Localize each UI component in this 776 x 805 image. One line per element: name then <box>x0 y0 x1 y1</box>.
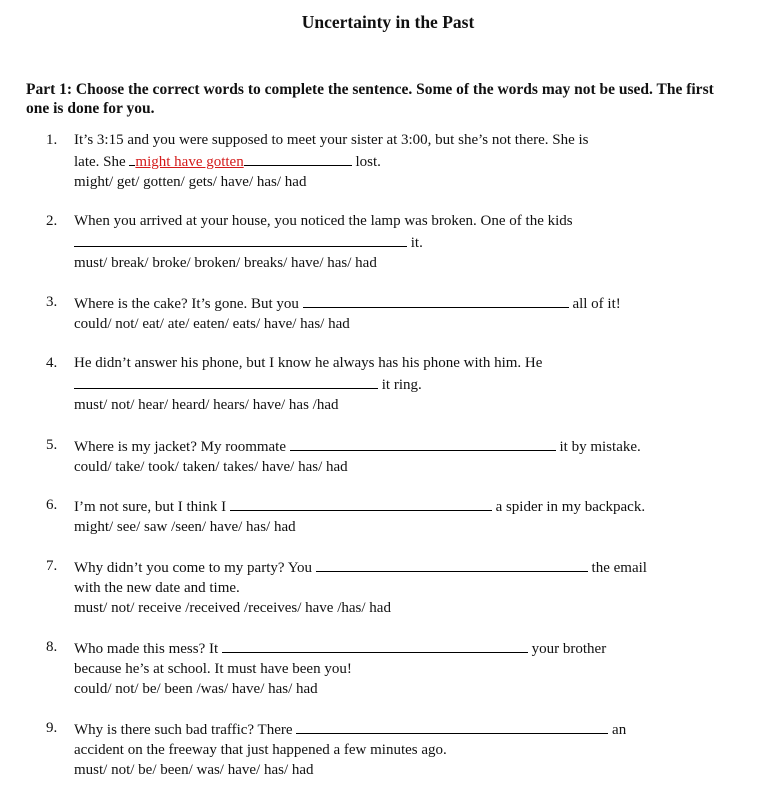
question-number: 9. <box>46 720 58 736</box>
question-text: It’s 3:15 and you were supposed to meet your sister at 3:00, but she’s not there. She is <box>74 132 589 148</box>
question-text: When you arrived at your house, you noticed the lamp was broken. One of the kids <box>74 213 573 229</box>
question-text: Why didn’t you come to my party? You <box>74 560 313 576</box>
question-text: a spider in my backpack. <box>495 499 646 515</box>
word-options: must/ not/ be/ been/ was/ have/ has/ had <box>74 762 314 778</box>
word-options: could/ not/ eat/ ate/ eaten/ eats/ have/ has/ had <box>74 316 350 332</box>
word-options: must/ not/ receive /received /receives/ have /has/ had <box>74 600 391 616</box>
answer-blank[interactable] <box>74 373 378 389</box>
question-text: the email <box>591 560 647 576</box>
question-text: I’m not sure, but I think I <box>74 499 227 515</box>
word-options: must/ not/ hear/ heard/ hears/ have/ has /had <box>74 397 339 413</box>
answer-blank[interactable] <box>244 150 352 166</box>
question-text: Where is the cake? It’s gone. But you <box>74 296 299 312</box>
answer-blank[interactable] <box>230 495 492 511</box>
question-text: Where is my jacket? My roommate <box>74 439 287 455</box>
question-text: your brother <box>531 641 607 657</box>
word-options: could/ take/ took/ taken/ takes/ have/ has/ had <box>74 459 348 475</box>
question-number: 7. <box>46 558 58 574</box>
question-text: Why is there such bad traffic? There <box>74 722 293 738</box>
answer-blank[interactable] <box>222 637 528 653</box>
page-title: Uncertainty in the Past <box>301 12 475 32</box>
question-text: because he’s at school. It must have been you! <box>74 661 352 677</box>
question-number: 4. <box>46 355 58 371</box>
question-text: lost. <box>355 154 381 170</box>
question-text: an <box>612 722 627 738</box>
instructions: Part 1: Choose the correct words to complete the sentence. Some of the words may not be used. The first one is done for you. <box>26 81 714 117</box>
question-number: 5. <box>46 437 58 453</box>
answer-blank[interactable] <box>316 556 588 572</box>
question-number: 1. <box>46 132 58 148</box>
question-number: 8. <box>46 639 58 655</box>
word-options: must/ break/ broke/ broken/ breaks/ have/ has/ had <box>74 255 377 271</box>
word-options: might/ see/ saw /seen/ have/ has/ had <box>74 519 296 535</box>
question-text: it by mistake. <box>559 439 641 455</box>
question-number: 6. <box>46 497 58 513</box>
question-text: accident on the freeway that just happened a few minutes ago. <box>74 742 447 758</box>
word-options: might/ get/ gotten/ gets/ have/ has/ had <box>74 174 307 190</box>
question-text: it. <box>410 235 423 251</box>
question-text: it ring. <box>381 377 422 393</box>
answer-blank[interactable] <box>74 231 407 247</box>
question-text: late. She <box>74 154 126 170</box>
answer-filled: might have gotten <box>135 154 244 170</box>
question-text: all of it! <box>572 296 621 312</box>
answer-blank[interactable] <box>303 292 569 308</box>
answer-blank[interactable] <box>296 718 608 734</box>
question-text: He didn’t answer his phone, but I know he always has his phone with him. He <box>74 355 543 371</box>
answer-blank[interactable] <box>290 435 556 451</box>
question-number: 2. <box>46 213 58 229</box>
word-options: could/ not/ be/ been /was/ have/ has/ had <box>74 681 318 697</box>
question-number: 3. <box>46 294 58 310</box>
question-text: Who made this mess? It <box>74 641 219 657</box>
question-text: with the new date and time. <box>74 580 240 596</box>
